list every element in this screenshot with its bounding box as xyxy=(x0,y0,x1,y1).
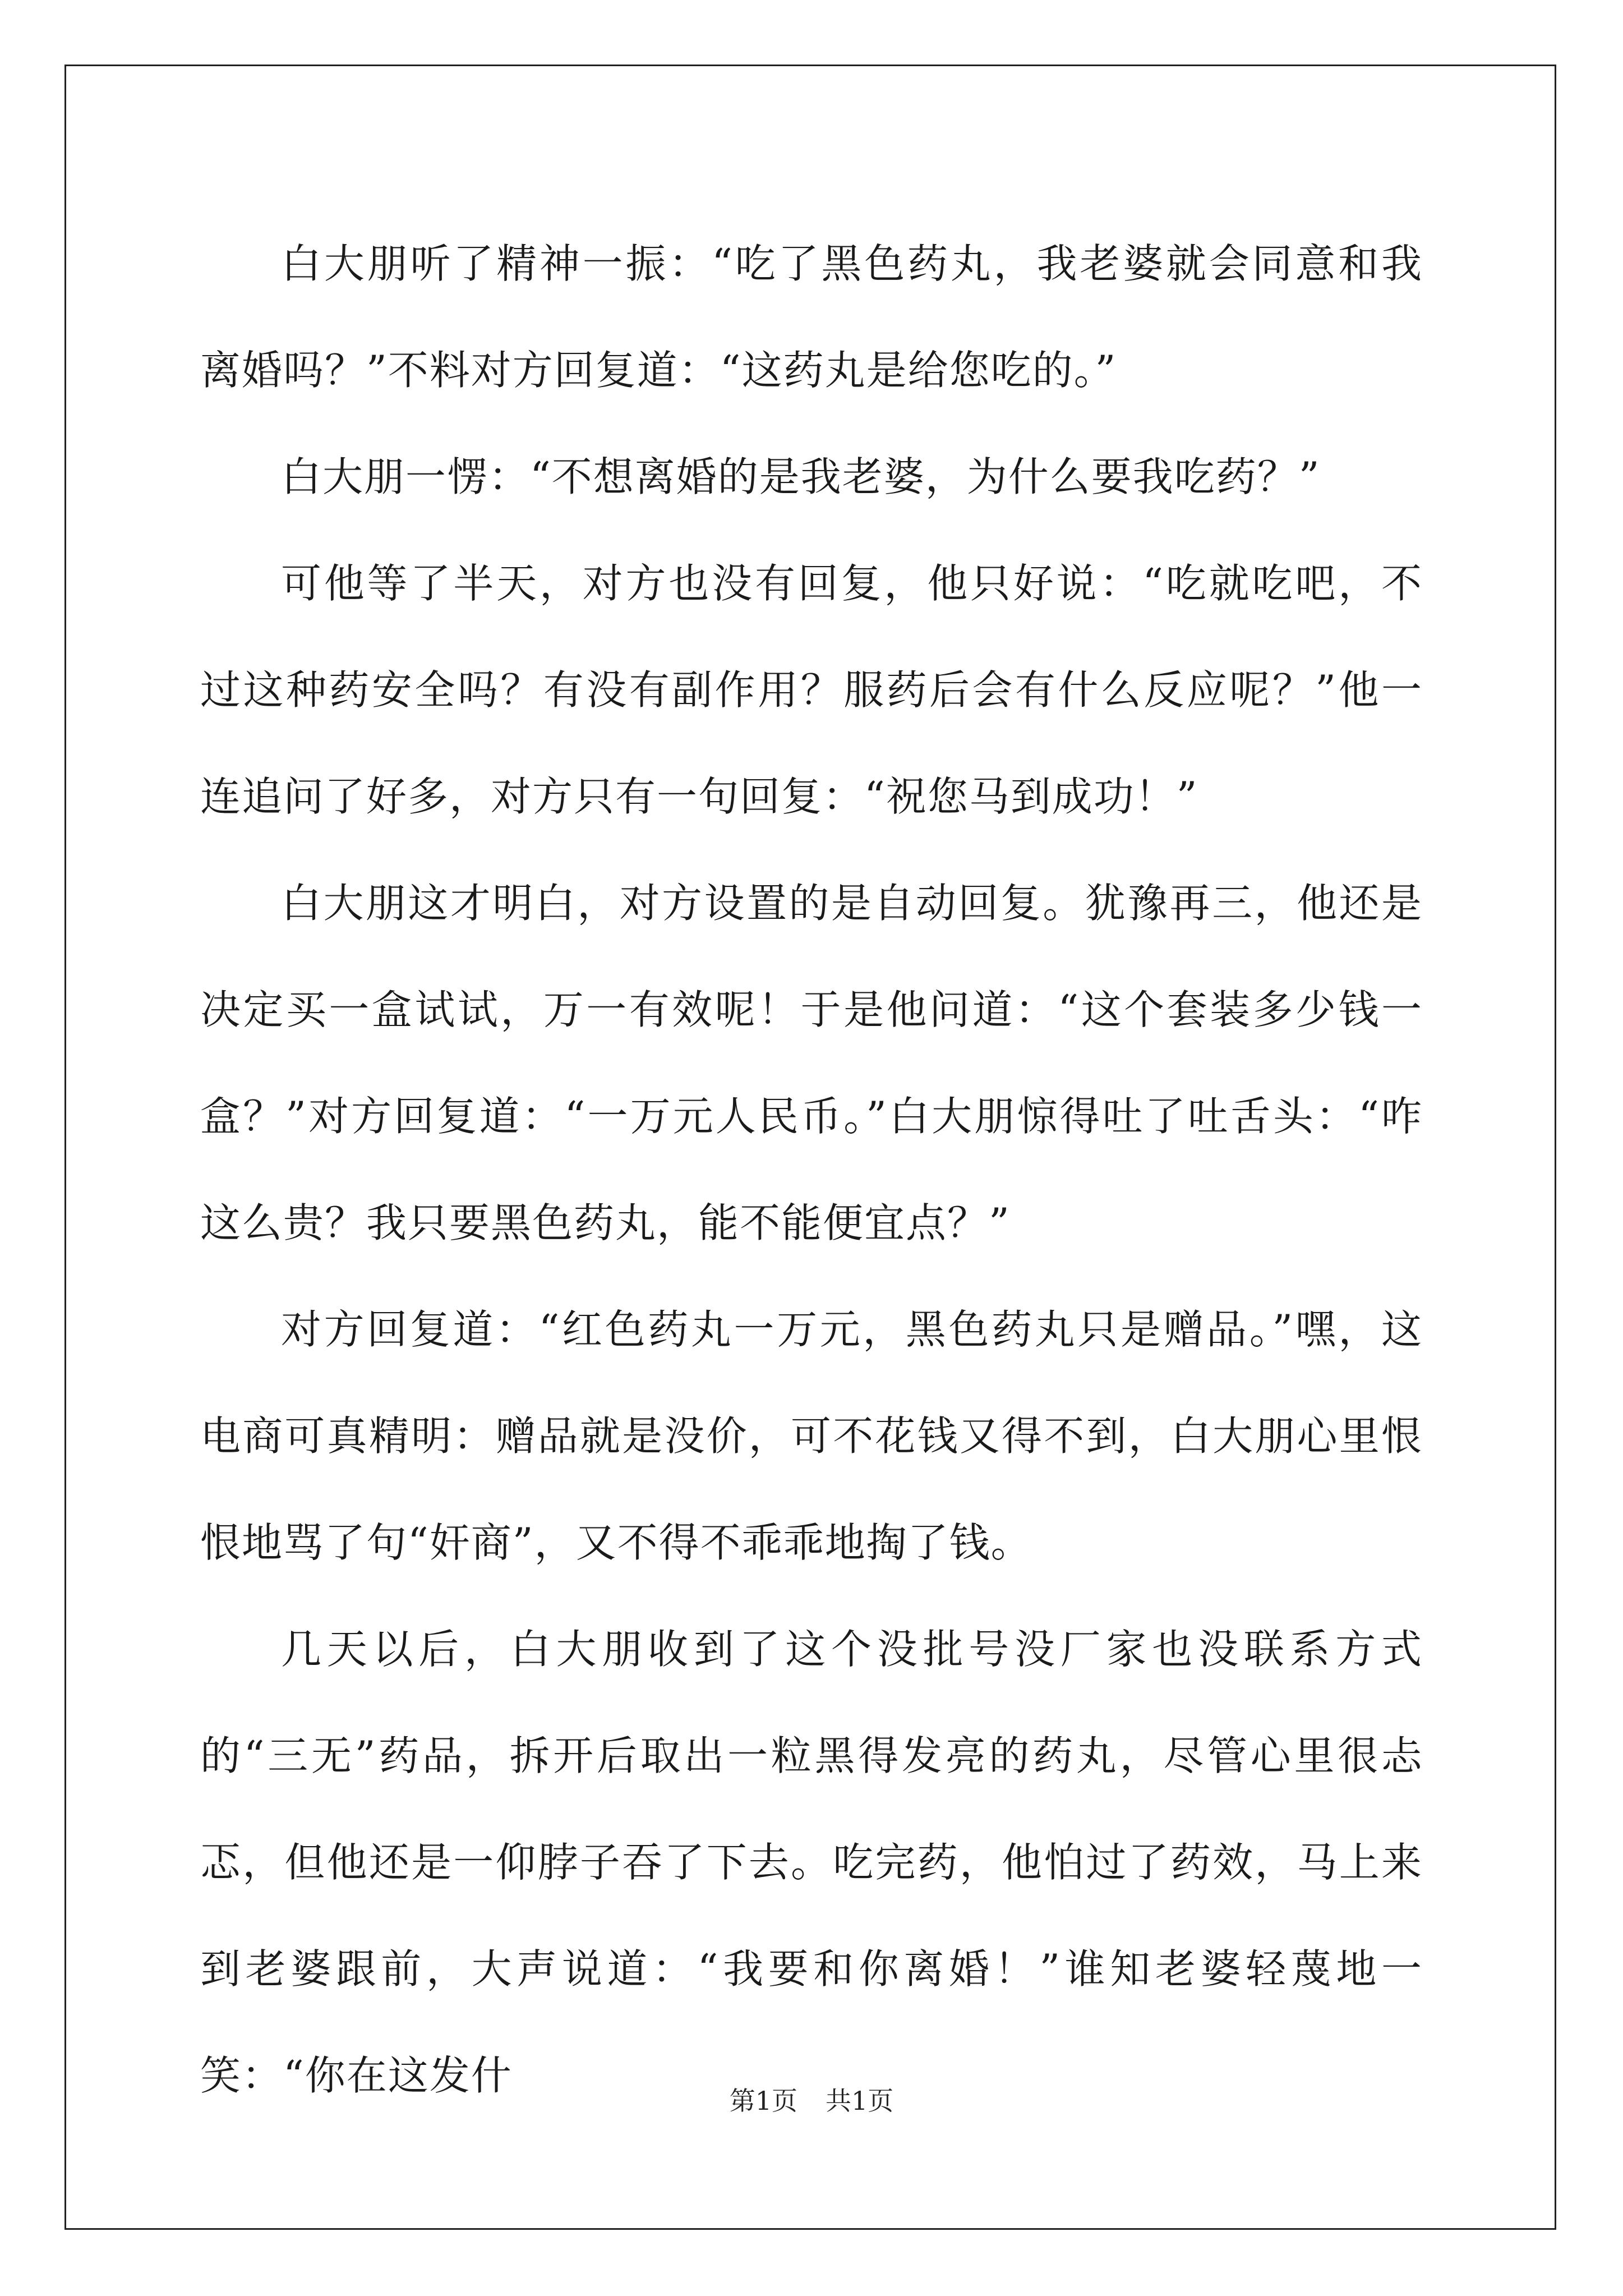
page-footer xyxy=(0,2084,1623,2118)
document-body xyxy=(200,210,1423,2129)
paragraph-6: 几天以后，白大朋收到了这个没批号没厂家也没联系方式的“三无”药品，拆开后取出一粒黑得发亮的药丸，尽管心里很忐忑，但他还是一仰脖子吞了下去。吃完药，他怕过了药效，马上来到老婆跟前，大声说道：“我要和你离婚！”谁知老婆轻蔑地一笑：“你在这发什 xyxy=(200,1626,1423,2099)
paragraph-3: 可他等了半天，对方也没有回复，他只好说：“吃就吃吧，不过这种药安全吗？有没有副作用？服药后会有什么反应呢？”他一连追问了好多，对方只有一句回复：“祝您马到成功！” xyxy=(200,560,1423,820)
paragraph-4: 白大朋这才明白，对方设置的是自动回复。犹豫再三，他还是决定买一盒试试，万一有效呢！于是他问道：“这个套装多少钱一盒？”对方回复道：“一万元人民币。”白大朋惊得吐了吐舌头：“咋这么贵？我只要黑色药丸，能不能便宜点？” xyxy=(200,880,1423,1246)
page-number-current: 第1页 xyxy=(729,2086,797,2116)
paragraph-1: 白大朋听了精神一振：“吃了黑色药丸，我老婆就会同意和我离婚吗？”不料对方回复道：“这药丸是给您吃的。” xyxy=(200,240,1423,394)
paragraph-2: 白大朋一愣：“不想离婚的是我老婆，为什么要我吃药？” xyxy=(281,453,1321,500)
paragraph-5: 对方回复道：“红色药丸一万元，黑色药丸只是赠品。”嘿，这电商可真精明：赠品就是没价，可不花钱又得不到，白大朋心里恨恨地骂了句“奸商”，又不得不乖乖地掏了钱。 xyxy=(200,1306,1423,1566)
page-number-total: 共1页 xyxy=(826,2086,894,2116)
